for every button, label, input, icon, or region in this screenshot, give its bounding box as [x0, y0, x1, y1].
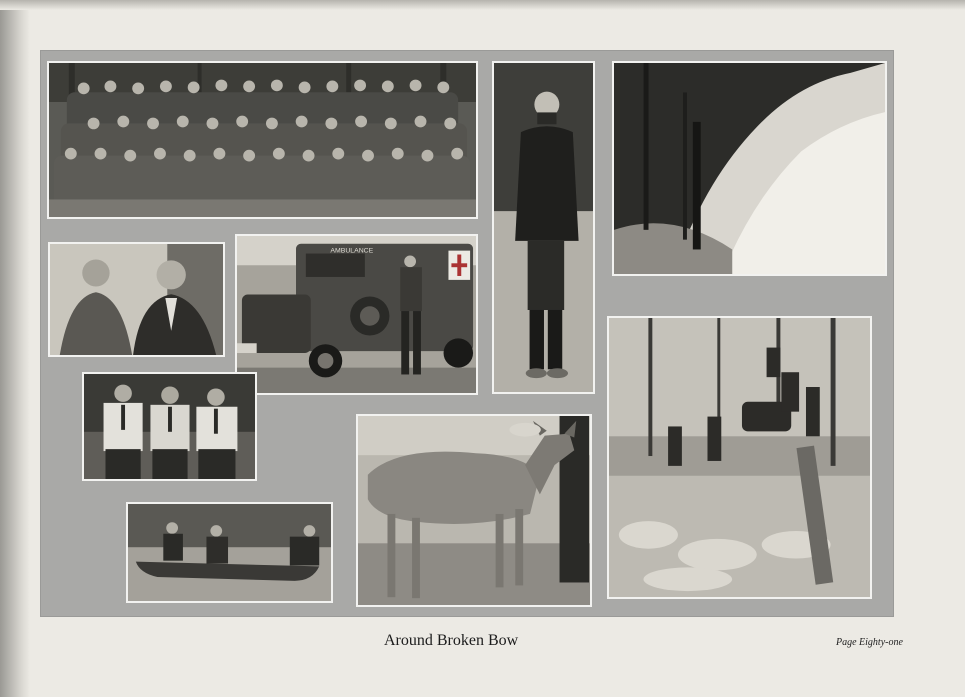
- forest-fire-photo: [612, 61, 887, 276]
- logging-crew-photo: [607, 316, 872, 599]
- ambulance-sign-text: AMBULANCE: [330, 247, 374, 255]
- two-men-portrait-photo: [48, 242, 225, 357]
- photo-collage: [40, 50, 894, 617]
- three-men-photo: [82, 372, 257, 481]
- binding-shadow: [0, 0, 30, 697]
- top-edge-shadow: [0, 0, 965, 10]
- deer-photo: [356, 414, 592, 607]
- page-number: Page Eighty-one: [836, 637, 903, 648]
- standing-man-photo: [492, 61, 595, 394]
- group-portrait-photo: [47, 61, 478, 219]
- canoe-photo: [126, 502, 333, 603]
- page-caption: Around Broken Bow: [384, 632, 519, 649]
- ambulance-photo: [235, 234, 478, 395]
